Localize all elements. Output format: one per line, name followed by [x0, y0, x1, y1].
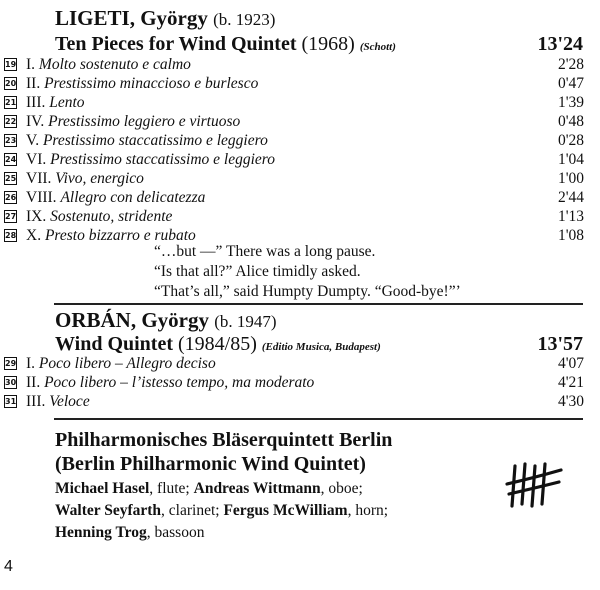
track-duration: 1'00 [557, 170, 584, 187]
orban-composer-name: ORBÁN, György [55, 308, 209, 332]
track-number-box: 29 [5, 359, 17, 368]
players-line [55, 500, 388, 521]
orban-composer-heading [55, 308, 277, 334]
track-number-box: 23 [5, 136, 17, 145]
player-name: Henning Trog [55, 524, 147, 541]
page-number: 4 [4, 558, 13, 575]
player-instrument: , oboe; [320, 480, 363, 497]
ligeti-dates: (b. 1923) [213, 10, 276, 29]
track-row [4, 74, 584, 93]
track-number-box: 28 [5, 231, 17, 240]
track-row [4, 373, 584, 392]
track-duration: 1'13 [557, 208, 584, 225]
track-title: V. Prestissimo staccatissimo e leggiero [26, 132, 268, 149]
track-number-box: 31 [5, 397, 17, 406]
player-instrument: , flute; [149, 480, 194, 497]
player-name: Michael Hasel [55, 480, 150, 497]
track-number-box: 26 [5, 193, 17, 202]
quote-line: “…but —” There was a long pause. [154, 243, 376, 260]
track-duration: 4'21 [557, 374, 584, 391]
track-number-box: 19 [5, 60, 17, 69]
player-instrument: , horn; [347, 502, 389, 519]
orban-work-title: Wind Quintet [55, 333, 173, 355]
track-title: VIII. Allegro con delicatezza [26, 189, 206, 206]
section-divider [54, 303, 583, 305]
ligeti-total-time: 13'24 [537, 33, 583, 55]
track-number-box: 27 [5, 212, 17, 221]
track-row [4, 169, 584, 188]
orban-total-time: 13'57 [537, 333, 583, 355]
track-title: II. Prestissimo minaccioso e burlesco [26, 75, 259, 92]
track-duration: 1'04 [557, 151, 584, 168]
track-row [4, 207, 584, 226]
player-name: Andreas Wittmann [193, 480, 321, 497]
quote-line: “Is that all?” Alice timidly asked. [154, 263, 361, 280]
ligeti-composer-name: LIGETI, György [55, 6, 208, 30]
player-name: Walter Seyfarth [55, 502, 162, 519]
track-number-box: 20 [5, 79, 17, 88]
quintet-tally-logo [505, 460, 565, 512]
track-number-box: 22 [5, 117, 17, 126]
player-name: Fergus McWilliam [223, 502, 348, 519]
track-row [4, 188, 584, 207]
track-duration: 1'39 [557, 94, 584, 111]
track-title: IV. Prestissimo leggiero e virtuoso [26, 113, 241, 130]
track-duration: 4'30 [557, 393, 584, 410]
track-number-box: 30 [5, 378, 17, 387]
track-row [4, 55, 584, 74]
track-number-box: 25 [5, 174, 17, 183]
ligeti-publisher: (Schott) [359, 41, 396, 53]
player-instrument: , clarinet; [161, 502, 224, 519]
section-divider [54, 418, 583, 420]
track-number-box: 24 [5, 155, 17, 164]
track-title: I. Molto sostenuto e calmo [26, 56, 191, 73]
track-row [4, 112, 584, 131]
track-title: II. Poco libero – l’istesso tempo, ma moderato [26, 374, 315, 391]
track-row [4, 392, 584, 411]
orban-dates: (b. 1947) [214, 312, 277, 331]
quote-line: “That’s all,” said Humpty Dumpty. “Good-bye!”’ [154, 283, 461, 300]
orban-work-year: (1984/85) [178, 333, 257, 355]
player-instrument: , bassoon [146, 524, 205, 541]
orban-publisher: (Editio Musica, Budapest) [261, 341, 381, 353]
track-title: I. Poco libero – Allegro deciso [26, 355, 216, 372]
track-duration: 0'28 [557, 132, 584, 149]
track-duration: 0'48 [557, 113, 584, 130]
track-duration: 2'44 [557, 189, 584, 206]
ligeti-work-year: (1968) [301, 33, 355, 55]
track-duration: 2'28 [557, 56, 584, 73]
ensemble-name-english: (Berlin Philharmonic Wind Quintet) [55, 453, 366, 475]
players-line [55, 522, 204, 543]
ensemble-name-german: Philharmonisches Bläserquintett Berlin [55, 429, 393, 451]
track-title: VII. Vivo, energico [26, 170, 144, 187]
track-duration: 0'47 [557, 75, 584, 92]
track-duration: 4'07 [557, 355, 584, 372]
track-row [4, 93, 584, 112]
track-title: IX. Sostenuto, stridente [26, 208, 173, 225]
ligeti-composer-heading [55, 6, 275, 32]
track-title: III. Lento [26, 94, 85, 111]
track-number-box: 21 [5, 98, 17, 107]
track-title: VI. Prestissimo staccatissimo e leggiero [26, 151, 275, 168]
ligeti-work-title: Ten Pieces for Wind Quintet [55, 33, 297, 55]
track-duration: 1'08 [557, 227, 584, 244]
track-row [4, 150, 584, 169]
track-title: X. Presto bizzarro e rubato [26, 227, 196, 244]
track-title: III. Veloce [26, 393, 90, 410]
players-line [55, 478, 363, 499]
track-row [4, 131, 584, 150]
track-row [4, 354, 584, 373]
